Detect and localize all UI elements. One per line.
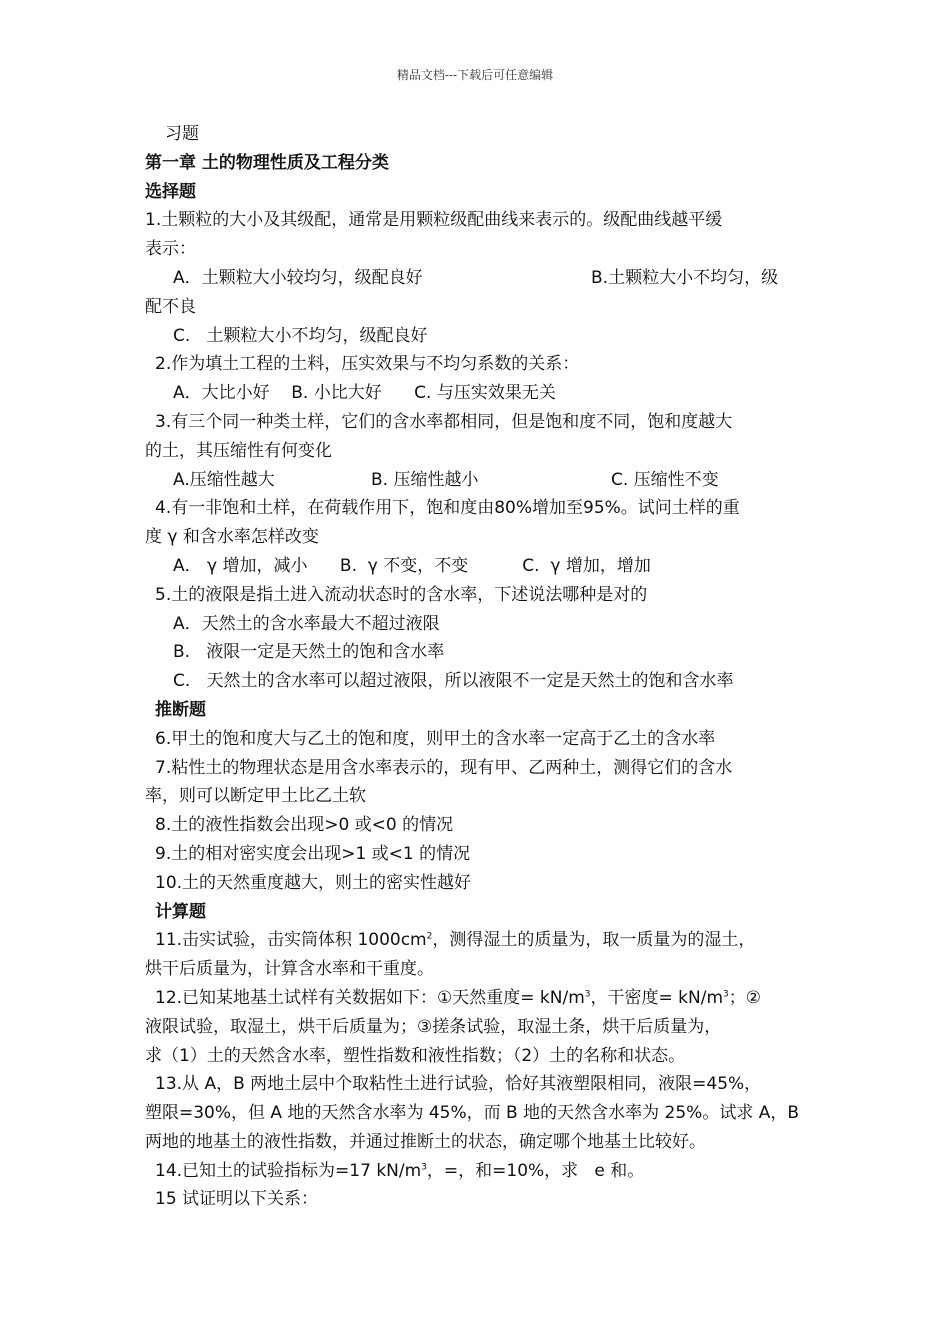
- question-13-line-3: 两地的地基土的液性指数，并通过推断土的状态，确定哪个地基土比较好。: [145, 1131, 706, 1152]
- question-7-line-1: 7.粘性土的物理状态是用含水率表示的，现有甲、乙两种土，测得它们的含水: [155, 757, 733, 778]
- section-calc-heading: 计算题: [155, 901, 206, 922]
- q12-superscript-2: 3: [723, 989, 729, 1000]
- question-14: [145, 1157, 810, 1186]
- question-4-line-1: 4.有一非饱和土样，在荷载作用下，饱和度由80%增加至95%。试问土样的重: [155, 498, 740, 519]
- q1-option-b-cont: 配不良: [145, 296, 196, 317]
- page-header: 精品文档---下载后可任意编辑: [396, 68, 554, 82]
- q5-option-a: A．天然土的含水率最大不超过液限: [173, 613, 440, 634]
- question-5: 5.土的液限是指土进入流动状态时的含水率，下述说法哪种是对的: [155, 584, 648, 605]
- exercise-title: 习题: [165, 124, 199, 144]
- q14-superscript: 3: [421, 1162, 427, 1173]
- question-4-options: A． γ 增加，减小 B. γ 不变，不变 C. γ 增加，增加: [173, 555, 651, 576]
- q3-option-b: B. 压缩性越小: [371, 469, 479, 490]
- question-11-line-1: [145, 926, 810, 955]
- q14-text-1: 14.已知土的试验指标为=17 kN/m: [155, 1160, 422, 1181]
- question-3-line-1: 3.有三个同一种类土样，它们的含水率都相同，但是饱和度不同，饱和度越大: [155, 411, 733, 432]
- q12-text-1: 12.已知某地基土试样有关数据如下：①天然重度= kN/m: [155, 987, 585, 1008]
- question-10: 10.土的天然重度越大，则土的密实性越好: [155, 872, 472, 893]
- q11-superscript: 2: [426, 931, 433, 942]
- q12-superscript-1: 3: [584, 989, 591, 1000]
- q14-text-2: ，=，和=10%，求 e 和。: [426, 1160, 645, 1181]
- question-12-line-3: 求（1）土的天然含水率，塑性指数和液性指数；（2）土的名称和状态。: [145, 1045, 686, 1066]
- question-1-line-2: 表示：: [145, 239, 196, 260]
- q1-option-a: A．土颗粒大小较均匀，级配良好: [173, 267, 423, 288]
- question-9: 9.土的相对密实度会出现>1 或<1 的情况: [155, 843, 471, 864]
- question-11-line-2: 烘干后质量为，计算含水率和干重度。: [145, 959, 434, 980]
- chapter-title: 第一章 土的物理性质及工程分类: [145, 152, 389, 173]
- question-12-line-2: 液限试验，取湿土，烘干后质量为；③搓条试验，取湿土条，烘干后质量为，: [145, 1016, 722, 1037]
- section-choice-heading: 选择题: [145, 181, 196, 202]
- q3-option-a: A.压缩性越大: [173, 469, 275, 490]
- question-4-line-2: 度 γ 和含水率怎样改变: [145, 527, 319, 548]
- question-1-options-row: [145, 264, 810, 293]
- question-7-line-2: 率，则可以断定甲土比乙土软: [145, 786, 366, 807]
- question-3-line-2: 的土，其压缩性有何变化: [145, 440, 332, 461]
- q1-option-b: B.土颗粒大小不均匀，级: [591, 267, 779, 288]
- question-2-options: A．大比小好 B. 小比大好 C. 与压实效果无关: [173, 383, 556, 404]
- document-body: [145, 120, 810, 1214]
- question-8: 8.土的液性指数会出现>0 或<0 的情况: [155, 815, 454, 836]
- q12-text-3: ；②: [728, 987, 761, 1008]
- question-13-line-1: 13.从 A，B 两地土层中个取粘性土进行试验，恰好其液塑限相同，液限=45%，: [155, 1074, 762, 1095]
- q1-option-c: C. 土颗粒大小不均匀，级配良好: [173, 325, 428, 346]
- q11-text-2: ，测得湿土的质量为，取一质量为的湿土，: [432, 930, 756, 951]
- question-6: 6.甲土的饱和度大与乙土的饱和度，则甲土的含水率一定高于乙土的含水率: [155, 728, 716, 749]
- q5-option-b: B. 液限一定是天然土的饱和含水率: [173, 642, 445, 663]
- section-judge-heading: 推断题: [155, 699, 206, 720]
- q12-text-2: ，干密度= kN/m: [590, 987, 724, 1008]
- q11-text-1: 11.击实试验，击实筒体积 1000cm: [155, 930, 427, 951]
- question-13-line-2: 塑限=30%，但 A 地的天然含水率为 45%，而 B 地的天然含水率为 25%。试求 A，B: [145, 1103, 800, 1124]
- question-2: 2.作为填土工程的土料，压实效果与不均匀系数的关系：: [155, 354, 580, 375]
- question-12-line-1: [145, 984, 810, 1013]
- q3-option-c: C. 压缩性不变: [611, 469, 719, 490]
- question-1-line-1: 1.土颗粒的大小及其级配，通常是用颗粒级配曲线来表示的。级配曲线越平缓: [145, 210, 723, 231]
- question-3-options-row: [145, 466, 810, 495]
- q5-option-c: C. 天然土的含水率可以超过液限，所以液限不一定是天然土的饱和含水率: [173, 671, 734, 692]
- question-15: 15 试证明以下关系：: [155, 1189, 319, 1210]
